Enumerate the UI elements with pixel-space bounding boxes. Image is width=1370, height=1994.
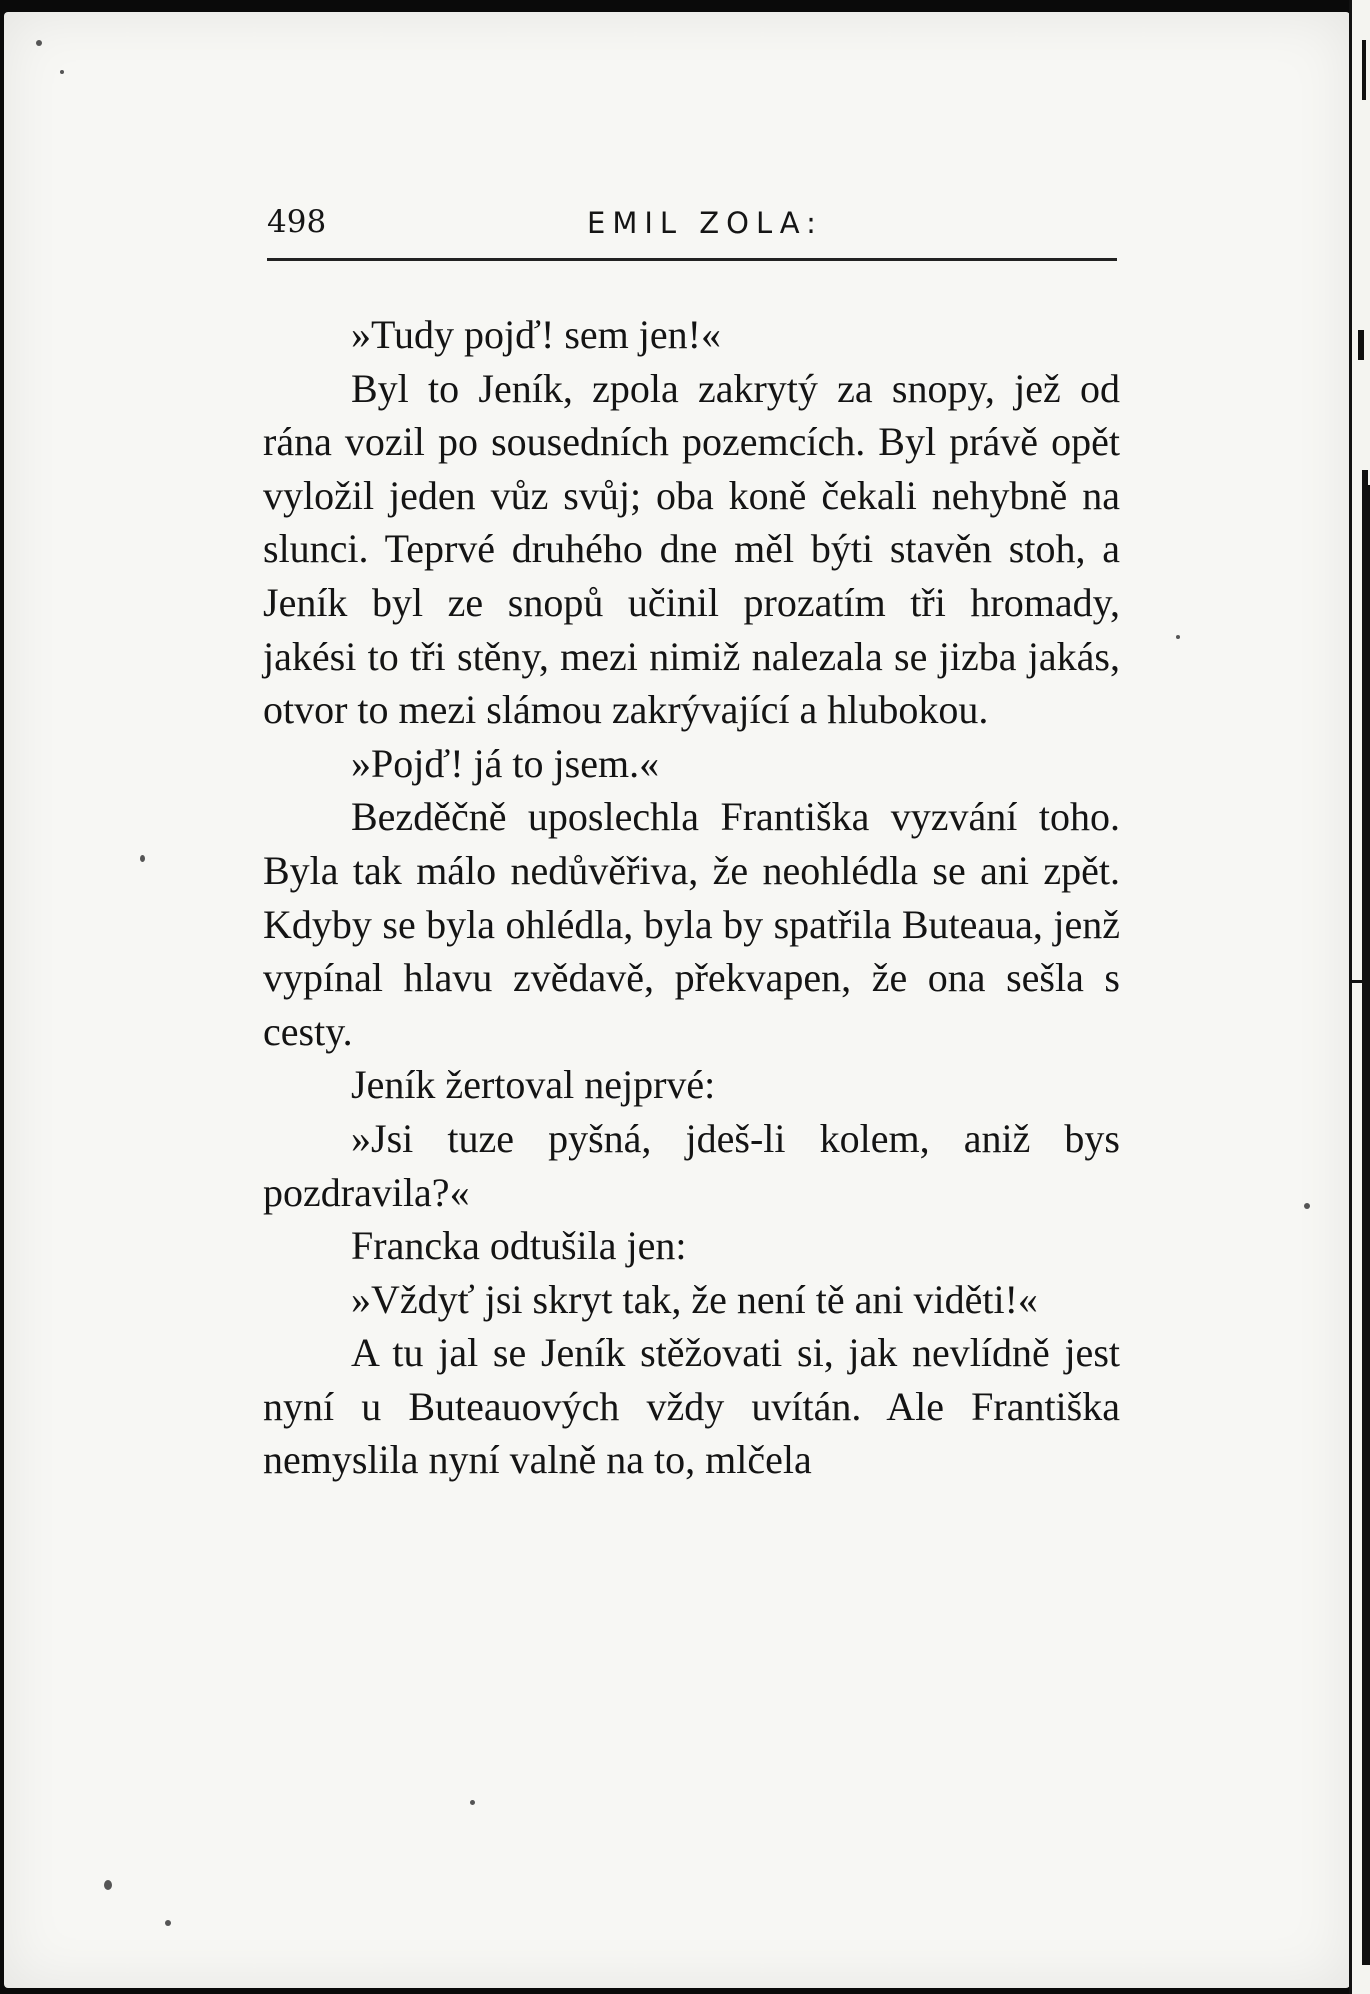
running-title: EMIL ZOLA: (587, 206, 823, 240)
paragraph: Bezděčně uposlechla Františka vyzvání toho. Byla tak málo nedůvěřiva, že neohlédla se ani zpět. Kdyby se byla ohlédla, byla by spatřila Buteaua, jenž vypínal hlavu zvědavě, překvapen, že ona sešla s cesty. (263, 794, 1120, 1054)
paragraph: Francka odtušila jen: (351, 1223, 687, 1269)
scan-speck (104, 1880, 112, 1890)
paragraph: »Jsi tuze pyšná, jdeš-li kolem, aniž bys pozdravila?« (263, 1115, 1120, 1215)
page-header (267, 204, 1117, 260)
scan-speck (165, 1920, 171, 1926)
paragraph: Jeník žertoval nejprvé: (351, 1062, 716, 1108)
scan-speck (60, 70, 64, 74)
paragraph: A tu jal se Jeník stěžovati si, jak nevlídně jest nyní u Buteauových vždy uvítán. Ale Františka nemyslila nyní valně na to, mlčela (263, 1330, 1120, 1483)
edge-mark (1358, 330, 1364, 360)
paragraph: »Pojď! já to jsem.« (351, 740, 660, 786)
header-rule (267, 258, 1117, 261)
scan-speck (470, 1800, 475, 1805)
scan-speck (140, 855, 145, 862)
body-text (263, 308, 1120, 1487)
scan-speck (36, 40, 42, 46)
edge-mark (1352, 980, 1370, 983)
edge-mark (1362, 485, 1370, 1965)
paragraph: »Vždyť jsi skryt tak, že není tě ani viděti!« (351, 1276, 1038, 1322)
paragraph: »Tudy pojď! sem jen!« (351, 312, 721, 357)
scan-speck (1176, 635, 1180, 639)
page-number: 498 (267, 204, 327, 240)
scan-speck (1304, 1203, 1310, 1209)
paragraph: Byl to Jeník, zpola zakrytý za snopy, jež od rána vozil po sousedních pozemcích. Byl právě opět vyložil jeden vůz svůj; oba koně čekali nehybně na slunci. Teprvé druhého dne měl býti stavěn stoh, a Jeník byl ze snopů učinil prozatím tři hromady, jakési to tři stěny, mezi nimiž nalezala se jizba jakás, otvor to mezi slámou zakrývající a hlubokou. (263, 365, 1120, 733)
edge-mark (1362, 40, 1366, 100)
